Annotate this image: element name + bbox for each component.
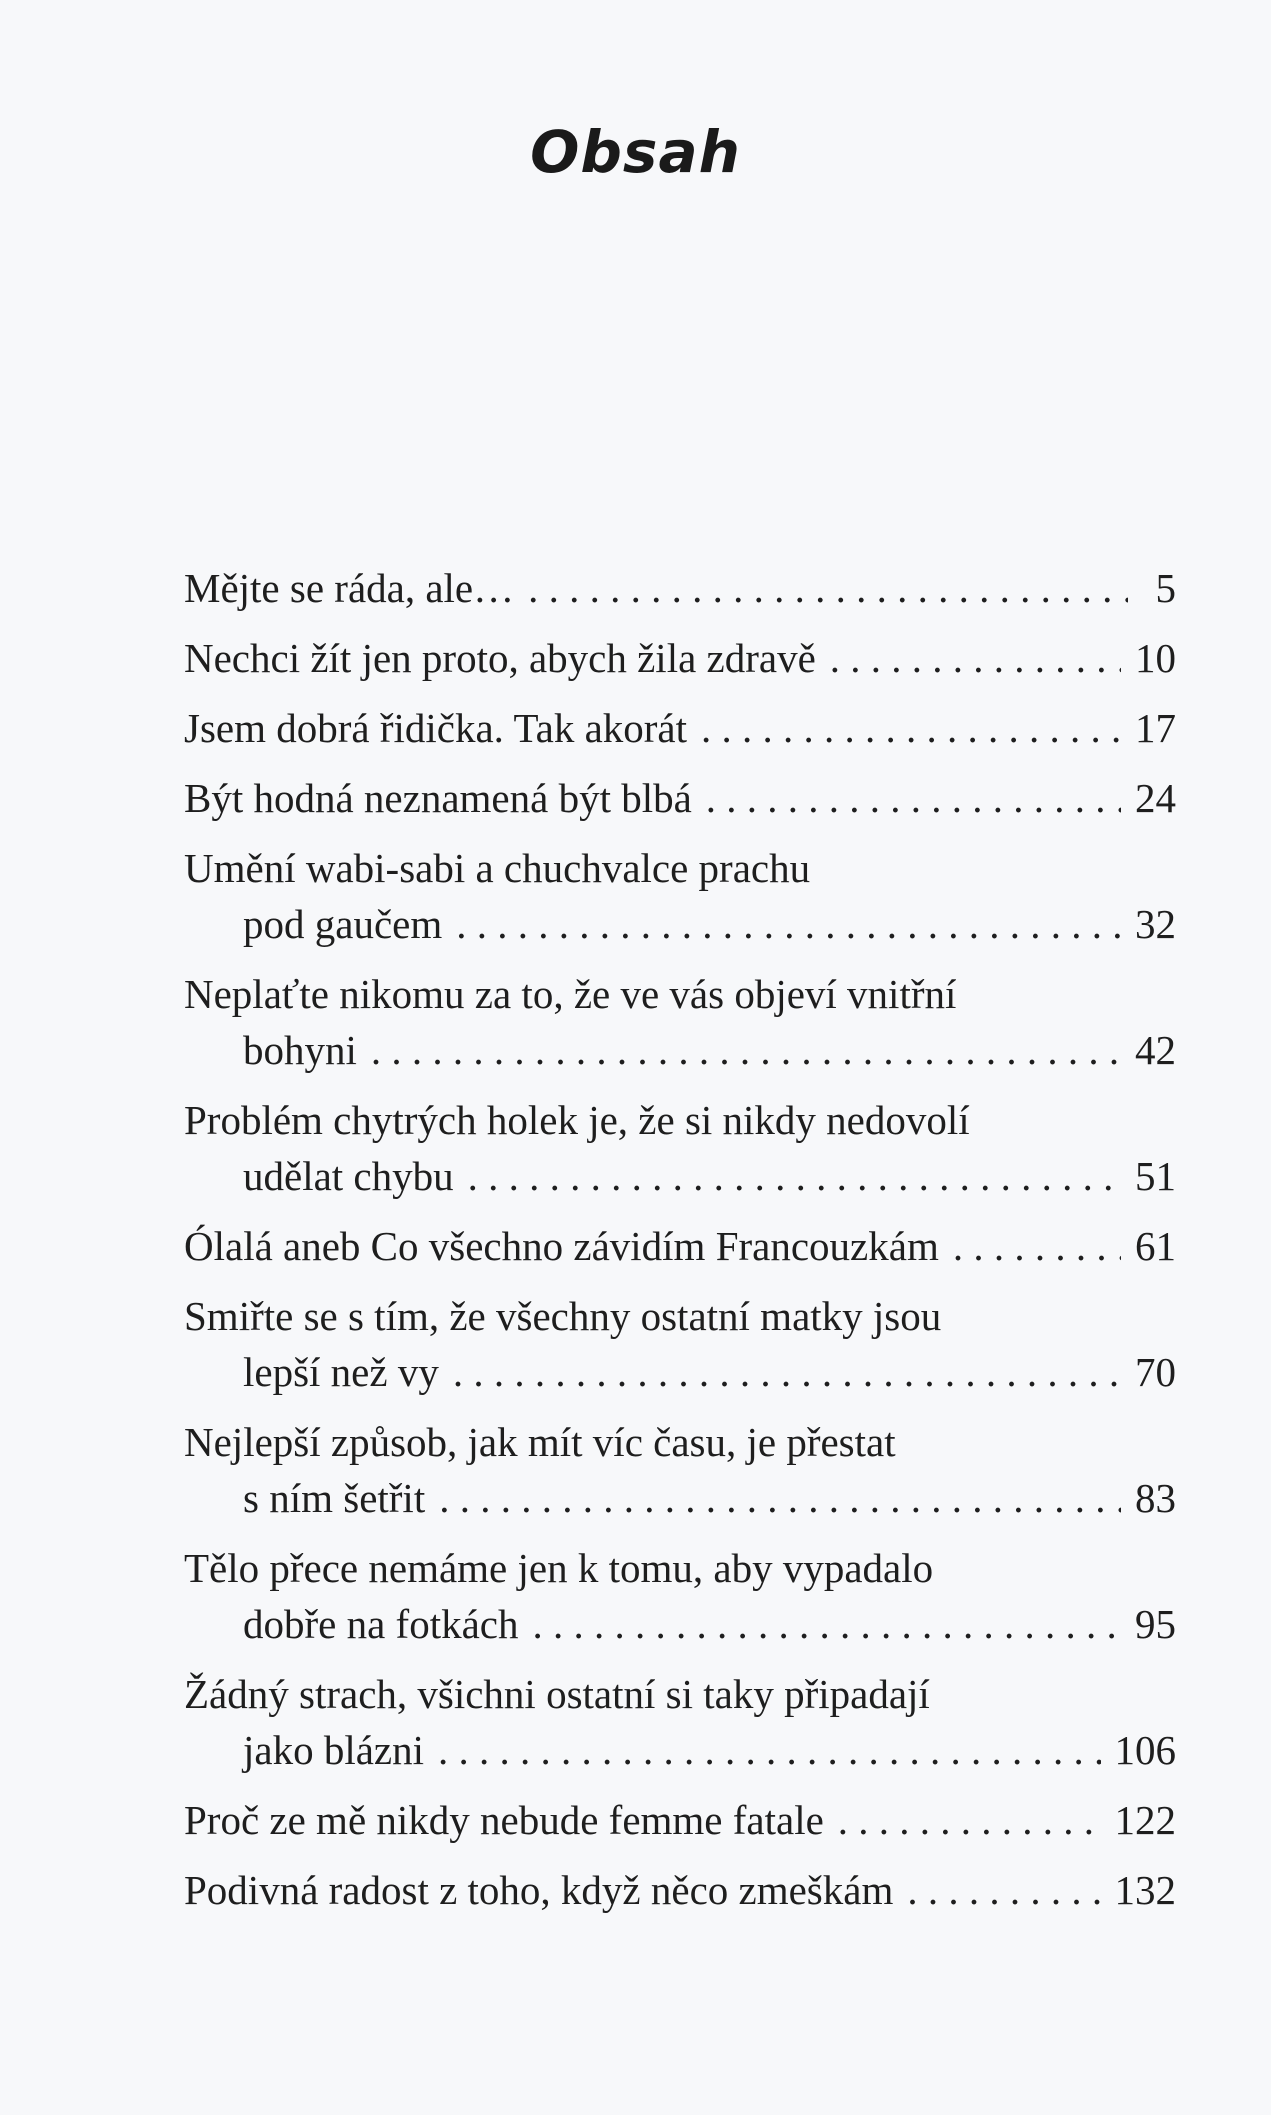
dot-leader (533, 1596, 1122, 1652)
toc-entry-title: Proč ze mě nikdy nebude femme fatale (184, 1797, 824, 1843)
toc-entry-title: Problém chytrých holek je, že si nikdy nedovolí (184, 1097, 970, 1143)
dot-leader (830, 630, 1121, 686)
toc-entry[interactable] (184, 1288, 1176, 1400)
toc-entry-title: Umění wabi-sabi a chuchvalce prachu (184, 845, 811, 891)
toc-page-number: 132 (1114, 1867, 1176, 1913)
toc-entry-title: Žádný strach, všichni ostatní si taky připadají (184, 1671, 930, 1717)
toc-entry-title-continuation: udělat chybu (243, 1153, 454, 1199)
toc-page-number: 61 (1135, 1223, 1176, 1269)
dot-leader (456, 896, 1121, 952)
toc-page-number: 122 (1114, 1797, 1176, 1843)
toc-entry-title: Neplaťte nikomu za to, že ve vás objeví vnitřní (184, 971, 957, 1017)
toc-page-number: 70 (1135, 1349, 1176, 1395)
toc-entry-title-continuation: jako blázni (243, 1727, 425, 1773)
toc-entry-title-continuation: pod gaučem (243, 901, 443, 947)
toc-entry[interactable] (184, 630, 1176, 686)
toc-entry[interactable] (184, 1862, 1176, 1918)
toc-page-number: 51 (1135, 1153, 1176, 1199)
toc-entry-title: Jsem dobrá řidička. Tak akorát (184, 705, 688, 751)
toc-entry[interactable] (184, 1218, 1176, 1274)
toc-entry[interactable] (184, 770, 1176, 826)
toc-entry-title: Smiřte se s tím, že všechny ostatní matky jsou (184, 1293, 942, 1339)
toc-entry[interactable] (184, 700, 1176, 756)
toc-page-number: 5 (1155, 565, 1176, 611)
table-of-contents (184, 560, 1176, 1932)
toc-page-number: 17 (1135, 705, 1176, 751)
toc-entry[interactable] (184, 1540, 1176, 1652)
toc-page-number: 24 (1135, 775, 1176, 821)
toc-page-number: 95 (1135, 1601, 1176, 1647)
toc-entry-title-continuation: dobře na fotkách (243, 1601, 519, 1647)
toc-page-number: 83 (1135, 1475, 1176, 1521)
dot-leader (371, 1022, 1121, 1078)
toc-entry[interactable] (184, 1414, 1176, 1526)
toc-entry[interactable] (184, 560, 1176, 616)
toc-entry-title: Tělo přece nemáme jen k tomu, aby vypadalo (184, 1545, 934, 1591)
toc-entry-title: Být hodná neznamená být blbá (184, 775, 692, 821)
page-title: Obsah (530, 118, 741, 186)
toc-entry[interactable] (184, 1092, 1176, 1204)
toc-entry-title-continuation: lepší než vy (243, 1349, 439, 1395)
toc-entry-title: Mějte se ráda, ale… (184, 565, 515, 611)
toc-entry[interactable] (184, 840, 1176, 952)
toc-entry-title: Podivná radost z toho, když něco zmeškám (184, 1867, 894, 1913)
dot-leader (453, 1344, 1121, 1400)
toc-entry[interactable] (184, 1666, 1176, 1778)
dot-leader (701, 700, 1121, 756)
toc-entry-title: Nechci žít jen proto, abych žila zdravě (184, 635, 816, 681)
dot-leader (439, 1470, 1121, 1526)
toc-entry-title: Nejlepší způsob, jak mít víc času, je přestat (184, 1419, 896, 1465)
toc-page-number: 42 (1135, 1027, 1176, 1073)
dot-leader (953, 1218, 1121, 1274)
dot-leader (907, 1862, 1100, 1918)
toc-entry[interactable] (184, 1792, 1176, 1848)
toc-page-number: 10 (1135, 635, 1176, 681)
toc-entry[interactable] (184, 966, 1176, 1078)
dot-leader (528, 560, 1128, 616)
toc-entry-title-continuation: s ním šetřit (243, 1475, 426, 1521)
dot-leader (838, 1792, 1101, 1848)
toc-entry-title: Ólalá aneb Co všechno závidím Francouzkám (184, 1223, 939, 1269)
dot-leader (438, 1722, 1100, 1778)
toc-entry-title-continuation: bohyni (243, 1027, 357, 1073)
dot-leader (468, 1148, 1121, 1204)
toc-page-number: 106 (1114, 1727, 1176, 1773)
toc-page-number: 32 (1135, 901, 1176, 947)
dot-leader (706, 770, 1121, 826)
